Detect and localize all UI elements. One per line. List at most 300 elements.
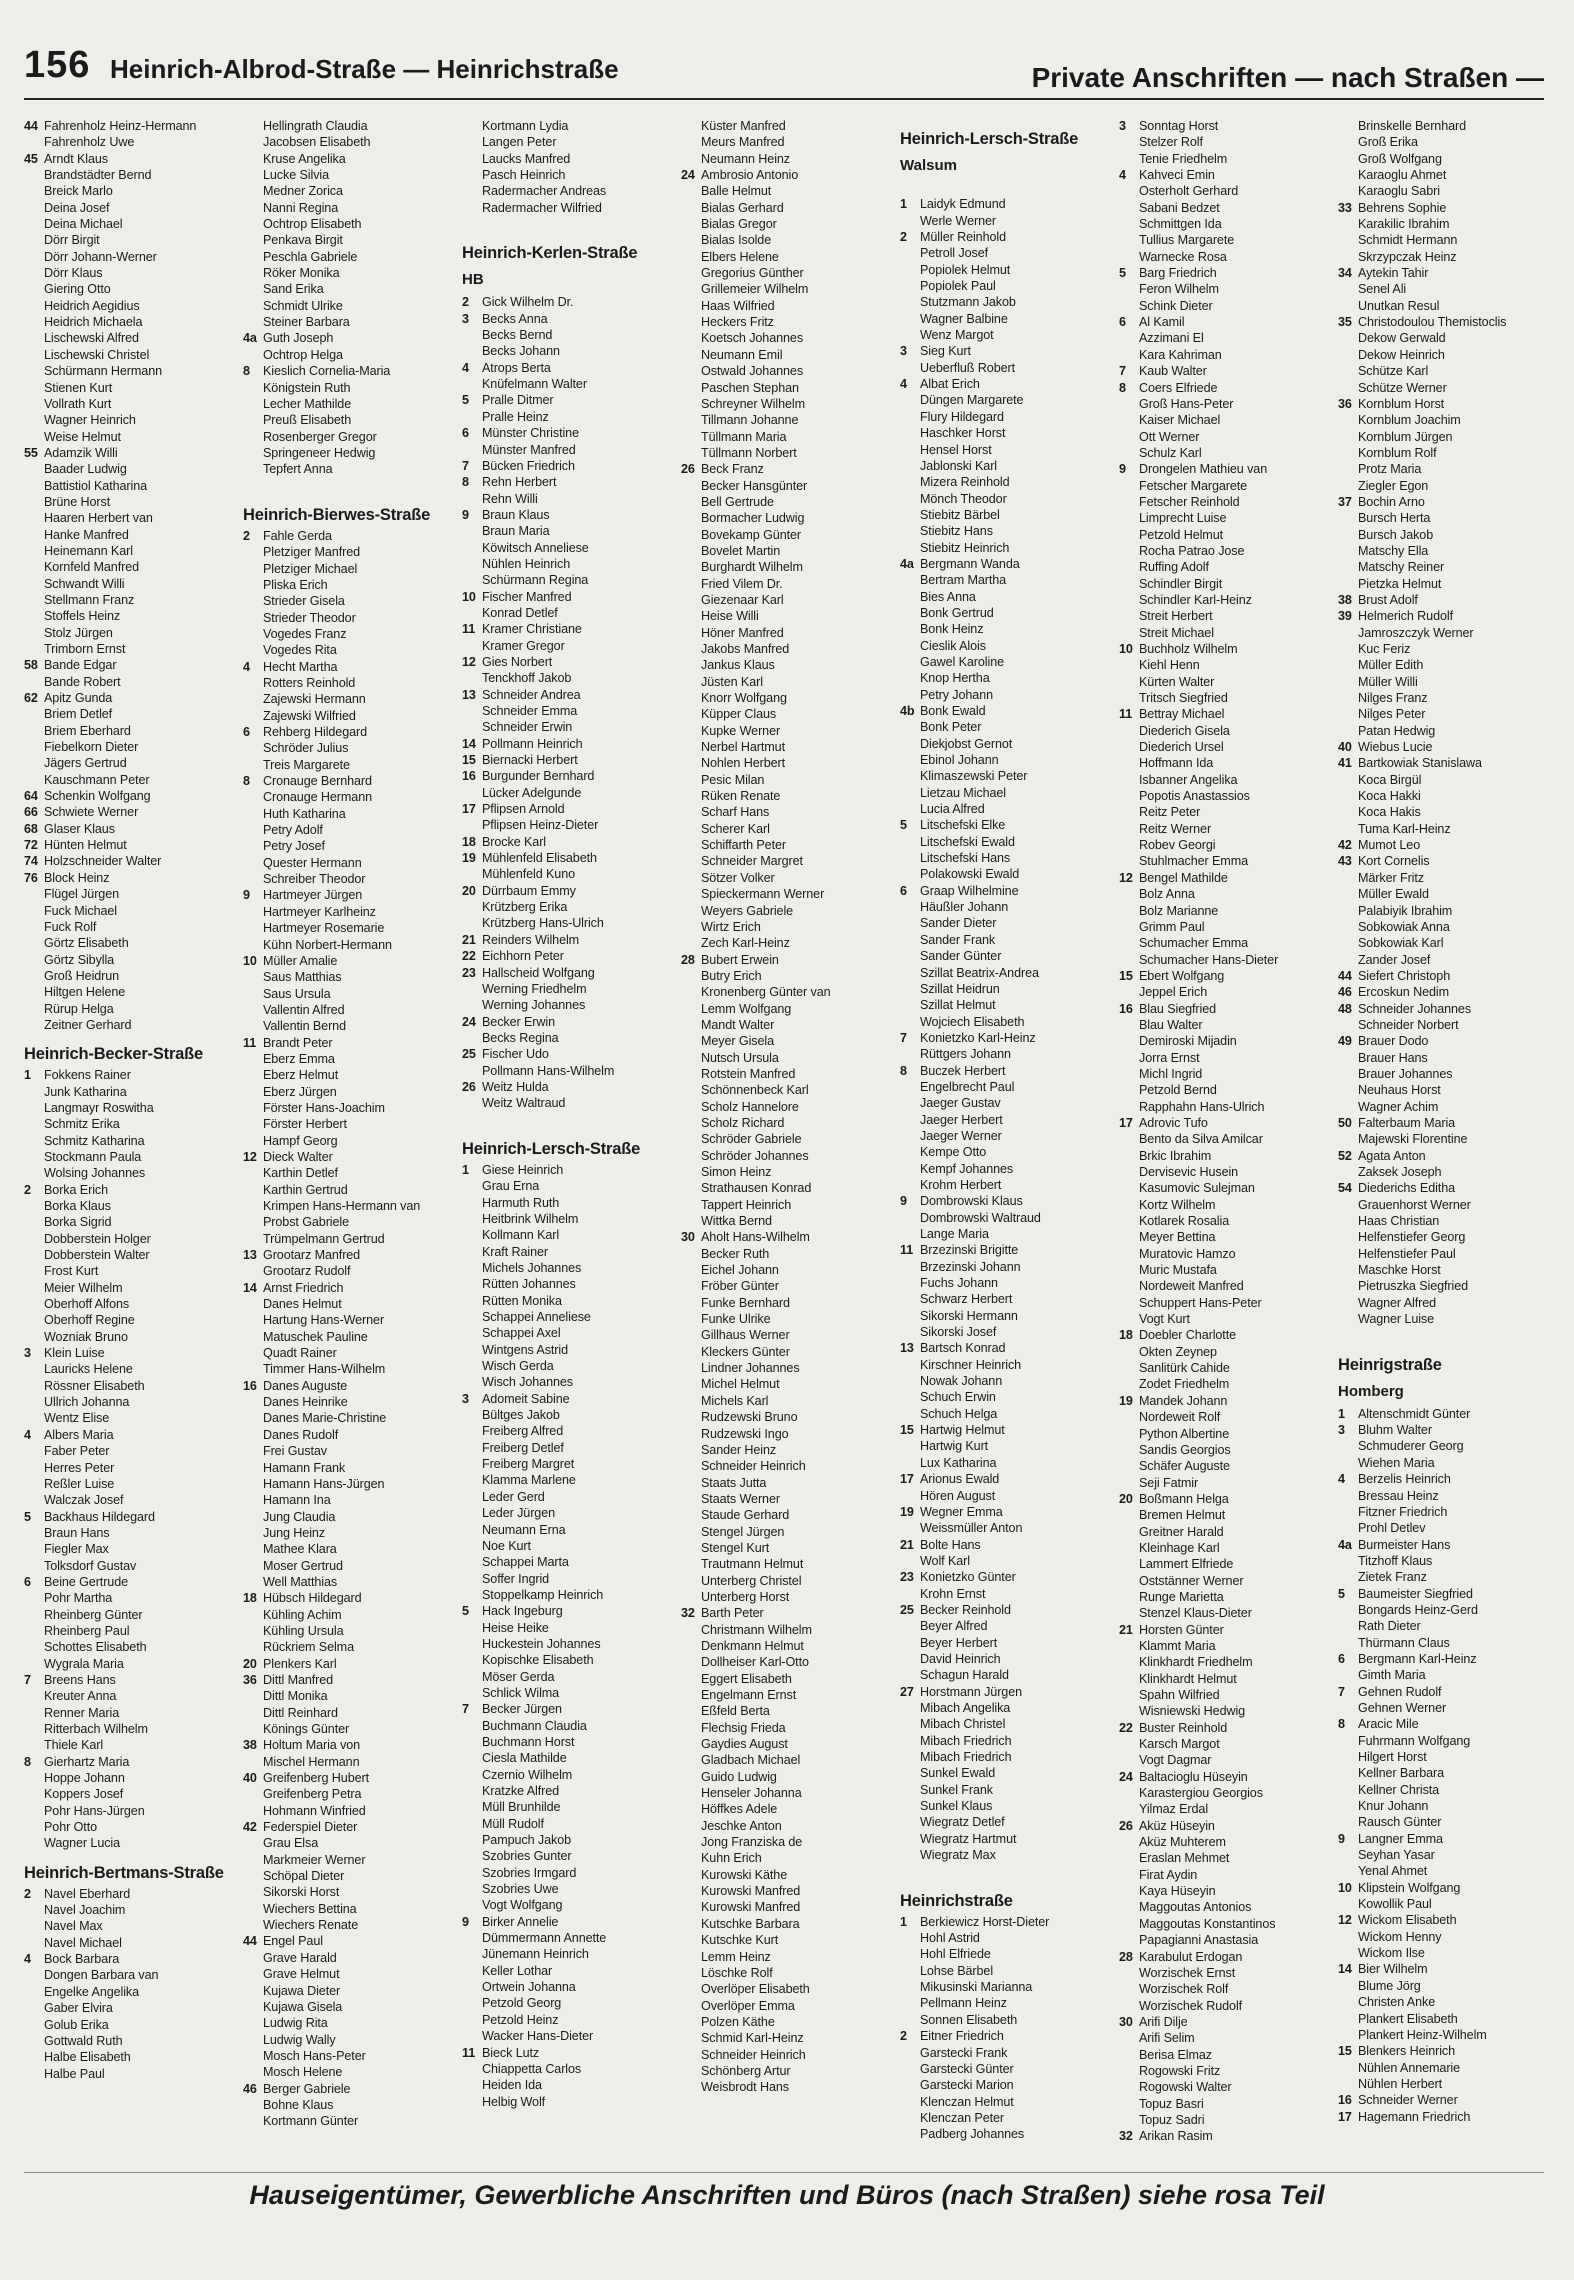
- house-number: 21: [900, 1537, 914, 1552]
- list-item: [1338, 281, 1548, 297]
- list-item: [1338, 592, 1548, 608]
- list-item: [243, 1786, 453, 1802]
- list-item: [1119, 200, 1329, 216]
- list-item: [462, 311, 672, 327]
- list-item: [24, 1460, 234, 1476]
- list-item: [900, 458, 1110, 474]
- list-item: [1338, 1945, 1548, 1961]
- resident-name: Königstein Ruth: [263, 380, 351, 395]
- resident-name: Arifi Selim: [1139, 2031, 1195, 2046]
- house-number: 43: [1338, 854, 1352, 869]
- list-item: [1338, 1066, 1548, 1082]
- resident-name: Graap Wilhelmine: [920, 883, 1019, 898]
- resident-name: Kirschner Heinrich: [920, 1357, 1022, 1372]
- list-item: [1338, 935, 1548, 951]
- list-item: [1338, 396, 1548, 412]
- list-item: [1119, 821, 1329, 837]
- resident-name: Schink Dieter: [1139, 298, 1213, 313]
- list-item: [1119, 1622, 1329, 1638]
- resident-name: Matuschek Pauline: [263, 1329, 368, 1344]
- resident-name: Christodoulou Themistoclis: [1358, 315, 1507, 330]
- list-item: [24, 183, 234, 199]
- list-item: [1338, 1716, 1548, 1732]
- list-item: [681, 1213, 891, 1229]
- resident-name: Rosenberger Gregor: [263, 429, 377, 444]
- resident-name: Firat Aydin: [1139, 1867, 1198, 1882]
- resident-name: Klein Luise: [44, 1346, 105, 1361]
- list-item: [681, 1916, 891, 1932]
- resident-name: Doebler Charlotte: [1139, 1328, 1237, 1343]
- list-item: [900, 932, 1110, 948]
- list-item: [1338, 968, 1548, 984]
- resident-name: Schäfer Auguste: [1139, 1459, 1230, 1474]
- resident-name: Gehnen Werner: [1358, 1700, 1447, 1715]
- list-item: [24, 1231, 234, 1247]
- list-item: [900, 1914, 1110, 1930]
- list-item: [462, 719, 672, 735]
- resident-name: Küpper Claus: [701, 707, 777, 722]
- list-item: [243, 396, 453, 412]
- resident-name: Becks Bernd: [482, 328, 553, 343]
- list-item: [243, 577, 453, 593]
- list-item: [462, 1063, 672, 1079]
- resident-name: Wickom Ilse: [1358, 1946, 1425, 1961]
- list-item: [243, 1312, 453, 1328]
- resident-name: Hartmeyer Rosemarie: [263, 921, 385, 936]
- house-number: 49: [1338, 1034, 1352, 1049]
- house-number: 8: [900, 1063, 907, 1078]
- list-item: [462, 1603, 672, 1619]
- list-item: [1338, 183, 1548, 199]
- resident-name: Tenckhoff Jakob: [482, 671, 572, 686]
- resident-name: Diederich Gisela: [1139, 723, 1230, 738]
- list-item: [462, 981, 672, 997]
- resident-name: Dittl Monika: [263, 1689, 328, 1704]
- list-item: [1119, 314, 1329, 330]
- resident-name: Wozniak Bruno: [44, 1329, 128, 1344]
- list-item: [1338, 984, 1548, 1000]
- resident-name: Schreiber Theodor: [263, 872, 366, 887]
- list-item: [1119, 1393, 1329, 1409]
- list-item: [243, 1378, 453, 1394]
- resident-name: Karabulut Erdogan: [1139, 1949, 1243, 1964]
- resident-name: Wagner Heinrich: [44, 413, 136, 428]
- list-item: [243, 1329, 453, 1345]
- list-item: [24, 1247, 234, 1263]
- house-number: 40: [243, 1771, 257, 1786]
- list-item: [681, 1785, 891, 1801]
- list-item: [1338, 2060, 1548, 2076]
- resident-name: Borka Klaus: [44, 1199, 111, 1213]
- resident-name: Moser Gertrud: [263, 1558, 343, 1573]
- list-item: [1338, 118, 1548, 134]
- resident-name: Meyer Gisela: [701, 1034, 774, 1049]
- list-item: [243, 1280, 453, 1296]
- resident-name: Kornblum Rolf: [1358, 445, 1437, 460]
- list-item: [1119, 1556, 1329, 1572]
- list-item: [462, 1865, 672, 1881]
- list-item: [24, 1803, 234, 1819]
- list-item: [681, 1998, 891, 2014]
- resident-name: Buchholz Wilhelm: [1139, 642, 1238, 656]
- list-item: [1119, 445, 1329, 461]
- resident-name: Stengel Kurt: [701, 1540, 770, 1555]
- resident-name: Sunkel Ewald: [920, 1766, 996, 1781]
- list-item: [24, 1835, 234, 1851]
- list-item: [243, 314, 453, 330]
- resident-name: Plankert Elisabeth: [1358, 2011, 1458, 2026]
- resident-name: Schneider Johannes: [1358, 1001, 1472, 1016]
- resident-name: Preuß Elisabeth: [263, 413, 352, 428]
- list-item: [1338, 1684, 1548, 1700]
- resident-name: Kutschke Barbara: [701, 1916, 800, 1931]
- resident-name: Grave Harald: [263, 1950, 337, 1965]
- list-item: [1338, 1700, 1548, 1716]
- resident-name: Kratzke Alfred: [482, 1784, 559, 1798]
- list-item: [24, 1443, 234, 1459]
- list-item: [1119, 1229, 1329, 1245]
- resident-name: Pesic Milan: [701, 772, 765, 787]
- list-item: [462, 1407, 672, 1423]
- resident-name: Krimpen Hans-Hermann van: [263, 1199, 421, 1213]
- list-item: [1338, 1197, 1548, 1213]
- list-item: [681, 330, 891, 346]
- list-item: [243, 1737, 453, 1753]
- list-item: [462, 1309, 672, 1325]
- list-item: [462, 1897, 672, 1913]
- resident-name: Heitbrink Wilhelm: [482, 1211, 579, 1226]
- resident-name: Petzold Heinz: [482, 2012, 559, 2027]
- resident-name: Nilges Franz: [1358, 691, 1428, 706]
- resident-name: Bonk Peter: [920, 720, 982, 735]
- resident-name: Drongelen Mathieu van: [1139, 462, 1268, 477]
- house-number: 45: [24, 151, 38, 166]
- list-item: [24, 1017, 234, 1033]
- resident-name: Hartwig Helmut: [920, 1423, 1005, 1438]
- house-number: 18: [462, 834, 476, 849]
- house-number: 11: [462, 2045, 476, 2060]
- list-item: [681, 347, 891, 363]
- list-item: [900, 1373, 1110, 1389]
- list-item: [1338, 200, 1548, 216]
- house-number: 44: [243, 1934, 257, 1949]
- list-item: [24, 984, 234, 1000]
- list-item: [1338, 674, 1548, 690]
- resident-name: Kopischke Elisabeth: [482, 1653, 594, 1668]
- list-item: [243, 1182, 453, 1198]
- list-item: [1119, 1262, 1329, 1278]
- list-item: [1119, 1050, 1329, 1066]
- list-item: [681, 674, 891, 690]
- resident-name: Aracic Mile: [1358, 1717, 1419, 1732]
- spacer: [900, 180, 1110, 196]
- resident-name: Hartmeyer Jürgen: [263, 888, 363, 903]
- list-item: [24, 788, 234, 804]
- list-item: [1119, 429, 1329, 445]
- resident-name: Altenschmidt Günter: [1358, 1406, 1471, 1421]
- list-item: [1338, 1798, 1548, 1814]
- resident-name: Petry Adolf: [263, 823, 323, 838]
- list-item: [462, 638, 672, 654]
- house-number: 5: [1119, 266, 1126, 281]
- list-item: [243, 1214, 453, 1230]
- list-item: [1119, 968, 1329, 984]
- list-item: [1119, 1115, 1329, 1131]
- resident-name: Balle Helmut: [701, 184, 772, 199]
- house-number: 7: [900, 1030, 907, 1045]
- resident-name: Buster Reinhold: [1139, 1720, 1228, 1735]
- resident-name: Bell Gertrude: [701, 494, 774, 509]
- list-item: [24, 249, 234, 265]
- resident-name: Rogowski Fritz: [1139, 2063, 1221, 2078]
- resident-name: Danes Helmut: [263, 1297, 342, 1312]
- resident-name: Müll Brunhilde: [482, 1800, 561, 1815]
- resident-name: Mathee Klara: [263, 1542, 337, 1557]
- list-item: [1338, 1148, 1548, 1164]
- house-number: 16: [1338, 2093, 1352, 2108]
- list-item: [681, 1932, 891, 1948]
- list-item: [462, 540, 672, 556]
- resident-name: Lange Maria: [920, 1227, 989, 1241]
- list-item: [462, 997, 672, 1013]
- resident-name: Düngen Margarete: [920, 393, 1024, 408]
- list-item: [681, 151, 891, 167]
- list-item: [1119, 1850, 1329, 1866]
- resident-name: Freiberg Detlef: [482, 1440, 564, 1455]
- list-item: [900, 278, 1110, 294]
- resident-name: Hensel Horst: [920, 442, 992, 457]
- resident-name: Jaeger Gustav: [920, 1096, 1001, 1111]
- list-item: [1338, 2109, 1548, 2125]
- list-item: [900, 1210, 1110, 1226]
- resident-name: Bier Wilhelm: [1358, 1962, 1428, 1977]
- resident-name: Schulz Karl: [1139, 445, 1202, 460]
- house-number: 5: [1338, 1586, 1345, 1601]
- list-item: [1338, 1961, 1548, 1977]
- list-item: [243, 1672, 453, 1688]
- list-item: [462, 1391, 672, 1407]
- resident-name: Ebert Wolfgang: [1139, 968, 1225, 983]
- list-item: [900, 392, 1110, 408]
- list-item: [1338, 657, 1548, 673]
- resident-name: Zeitner Gerhard: [44, 1017, 132, 1032]
- resident-name: Kornfeld Manfred: [44, 560, 140, 575]
- list-item: [462, 2061, 672, 2077]
- resident-name: Borka Erich: [44, 1182, 108, 1197]
- list-item: [1119, 1949, 1329, 1965]
- list-item: [1119, 870, 1329, 886]
- list-item: [462, 589, 672, 605]
- list-item: [24, 1427, 234, 1443]
- list-item: [243, 298, 453, 314]
- list-item: [900, 1242, 1110, 1258]
- list-item: [1119, 478, 1329, 494]
- list-item: [243, 1410, 453, 1426]
- resident-name: Haaren Herbert van: [44, 511, 153, 526]
- resident-name: Knorr Wolfgang: [701, 691, 787, 706]
- list-item: [462, 1587, 672, 1603]
- list-item: [243, 1754, 453, 1770]
- resident-name: Dervisevic Husein: [1139, 1165, 1239, 1179]
- resident-name: Sander Günter: [920, 949, 1002, 964]
- list-item: [1338, 1246, 1548, 1262]
- resident-name: Hiltgen Helene: [44, 985, 126, 1000]
- resident-name: Deina Michael: [44, 217, 123, 232]
- list-item: [681, 1295, 891, 1311]
- resident-name: Mizera Reinhold: [920, 475, 1010, 490]
- list-item: [1119, 265, 1329, 281]
- list-item: [24, 935, 234, 951]
- list-item: [681, 1818, 891, 1834]
- resident-name: Blume Jörg: [1358, 1978, 1421, 1993]
- resident-name: Fuck Michael: [44, 903, 117, 918]
- list-item: [1119, 1278, 1329, 1294]
- list-item: [900, 589, 1110, 605]
- list-item: [243, 1656, 453, 1672]
- resident-name: Freiberg Alfred: [482, 1424, 564, 1439]
- resident-name: Grave Helmut: [263, 1967, 340, 1982]
- resident-name: Kühling Achim: [263, 1607, 342, 1622]
- list-item: [1338, 494, 1548, 510]
- list-item: [1119, 1033, 1329, 1049]
- list-item: [1119, 919, 1329, 935]
- list-item: [1338, 1733, 1548, 1749]
- list-item: [24, 445, 234, 461]
- resident-name: Köwitsch Anneliese: [482, 540, 589, 555]
- resident-name: Penkava Birgit: [263, 233, 343, 248]
- resident-name: Rüttgers Johann: [920, 1047, 1011, 1062]
- list-item: [681, 2047, 891, 2063]
- resident-name: Karthin Detlef: [263, 1166, 338, 1181]
- resident-name: Jankus Klaus: [701, 658, 775, 673]
- house-number: 28: [681, 952, 695, 967]
- resident-name: Pflipsen Arnold: [482, 802, 565, 817]
- list-item: [243, 953, 453, 969]
- list-item: [1119, 1082, 1329, 1098]
- list-item: [681, 788, 891, 804]
- house-number: 11: [1119, 707, 1133, 722]
- resident-name: Klamma Marlene: [482, 1473, 576, 1488]
- house-number: 20: [243, 1656, 257, 1671]
- list-item: [243, 920, 453, 936]
- list-item: [243, 986, 453, 1002]
- list-item: [462, 866, 672, 882]
- resident-name: Meurs Manfred: [701, 135, 785, 150]
- street-heading: Heinrich-Bierwes-Straße: [243, 505, 431, 524]
- resident-name: Denkmann Helmut: [701, 1638, 804, 1653]
- list-item: [243, 118, 453, 134]
- resident-name: Schröder Julius: [263, 741, 349, 756]
- list-item: [462, 1095, 672, 1111]
- resident-name: Well Matthias: [263, 1574, 338, 1589]
- resident-name: Giezenaar Karl: [701, 592, 784, 607]
- list-item: [1119, 1327, 1329, 1343]
- list-item: [243, 1574, 453, 1590]
- resident-name: Petry Johann: [920, 687, 994, 702]
- list-item: [24, 1214, 234, 1230]
- list-item: [900, 1488, 1110, 1504]
- resident-name: Dongen Barbara van: [44, 1968, 159, 1983]
- house-number: 16: [1119, 1001, 1133, 1016]
- list-item: [681, 412, 891, 428]
- list-item: [900, 311, 1110, 327]
- resident-name: Fetscher Reinhold: [1139, 494, 1240, 509]
- resident-name: David Heinrich: [920, 1651, 1001, 1666]
- resident-name: Meier Wilhelm: [44, 1280, 123, 1295]
- house-number: 8: [1119, 380, 1126, 395]
- list-item: [1119, 1867, 1329, 1883]
- list-item: [1119, 1605, 1329, 1621]
- list-item: [462, 572, 672, 588]
- house-number: 13: [462, 687, 476, 702]
- resident-name: Braun Hans: [44, 1525, 110, 1540]
- list-item: [1338, 837, 1548, 853]
- resident-name: Helbig Wolf: [482, 2094, 546, 2109]
- resident-name: Jong Franziska de: [701, 1835, 803, 1850]
- list-item: [243, 1361, 453, 1377]
- resident-name: Baltacioglu Hüseyin: [1139, 1769, 1248, 1784]
- resident-name: Faber Peter: [44, 1444, 110, 1459]
- resident-name: Nowak Johann: [920, 1374, 1003, 1389]
- list-item: [462, 556, 672, 572]
- list-item: [462, 1046, 672, 1062]
- list-item: [243, 1263, 453, 1279]
- list-item: [681, 118, 891, 134]
- list-item: [1338, 1033, 1548, 1049]
- resident-name: Ullrich Johanna: [44, 1395, 130, 1410]
- resident-name: Matschy Ella: [1358, 543, 1429, 558]
- directory-column-2: [243, 118, 453, 2168]
- list-item: [462, 1260, 672, 1276]
- list-item: [1338, 1782, 1548, 1798]
- resident-name: Albers Maria: [44, 1427, 114, 1442]
- list-item: [1338, 1863, 1548, 1879]
- resident-name: Bültges Jakob: [482, 1408, 560, 1423]
- house-number: 1: [24, 1068, 31, 1083]
- house-number: 36: [243, 1672, 257, 1687]
- resident-name: Görtz Sibylla: [44, 952, 115, 967]
- resident-name: Mosch Hans-Peter: [263, 2048, 366, 2063]
- resident-name: Fiegler Max: [44, 1542, 109, 1557]
- list-item: [900, 1030, 1110, 1046]
- resident-name: Dobberstein Holger: [44, 1231, 151, 1246]
- house-number: 1: [1338, 1406, 1345, 1421]
- list-item: [243, 544, 453, 560]
- resident-name: Groß Heidrun: [44, 968, 120, 983]
- resident-name: Rausch Günter: [1358, 1815, 1442, 1830]
- house-number: 7: [1338, 1684, 1345, 1699]
- resident-name: Kornblum Horst: [1358, 396, 1445, 411]
- list-item: [900, 1586, 1110, 1602]
- list-item: [1119, 2079, 1329, 2095]
- list-item: [1119, 232, 1329, 248]
- house-number: 16: [243, 1378, 257, 1393]
- resident-name: Aholt Hans-Wilhelm: [701, 1230, 810, 1245]
- resident-name: Pralle Ditmer: [482, 393, 554, 408]
- resident-name: Koppers Josef: [44, 1787, 124, 1802]
- list-item: [24, 625, 234, 641]
- resident-name: Tolksdorf Gustav: [44, 1558, 137, 1573]
- resident-name: Bluhm Walter: [1358, 1423, 1432, 1438]
- resident-name: Vogedes Franz: [263, 626, 347, 641]
- resident-name: Karakilic Ibrahim: [1358, 217, 1450, 232]
- list-item: [1119, 2128, 1329, 2144]
- resident-name: Agata Anton: [1358, 1148, 1426, 1163]
- resident-name: Burghardt Wilhelm: [701, 560, 803, 575]
- list-item: [462, 200, 672, 216]
- resident-name: Pietzka Helmut: [1358, 576, 1442, 591]
- house-number: 11: [900, 1243, 914, 1258]
